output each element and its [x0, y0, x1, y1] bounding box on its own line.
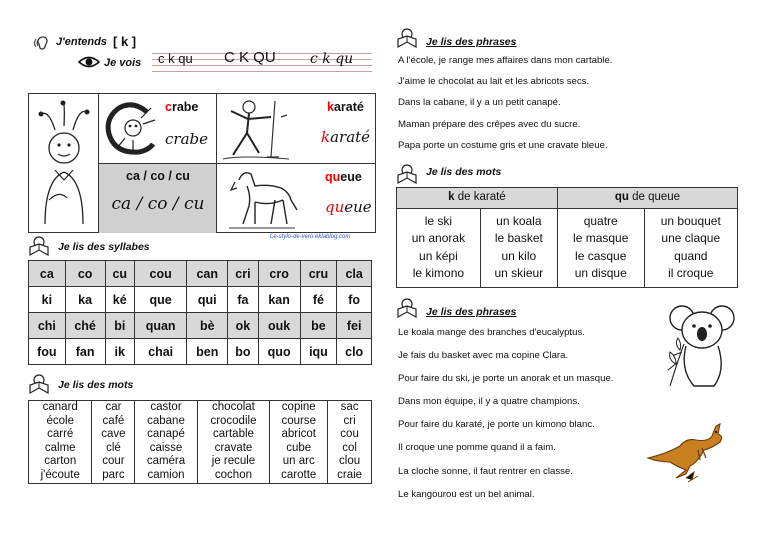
- word-column: [135, 401, 197, 484]
- reader-icon-5: [396, 298, 418, 318]
- eye-icon: [78, 55, 100, 69]
- letters-cursive: c k qu: [310, 51, 354, 67]
- word-item: abricot: [281, 428, 316, 441]
- k-header: k de karaté: [397, 188, 558, 209]
- kqu-word: un képi: [419, 248, 458, 263]
- word-item: cube: [286, 441, 312, 454]
- word-item: école: [46, 414, 74, 427]
- letters-caps: C K QU: [224, 49, 276, 66]
- karate-cursive: karaté: [321, 128, 371, 146]
- words-title: Je lis des mots: [58, 379, 134, 391]
- word-item: chocolat: [212, 401, 255, 413]
- syllable-cell: cou: [134, 261, 186, 287]
- source-url: Le-stylo-de-vero.eklablog.com: [270, 234, 351, 240]
- word-item: cochon: [214, 468, 252, 481]
- syllable-cell: ki: [29, 287, 66, 313]
- word-item: crocodile: [210, 414, 257, 427]
- word-item: caméra: [146, 455, 186, 468]
- word-item: cou: [340, 428, 359, 441]
- word-item: je recule: [211, 455, 256, 468]
- syllables-table: [28, 260, 372, 365]
- syllable-cell: fou: [29, 339, 66, 365]
- queue-print: queue: [325, 170, 362, 184]
- syllable-row: [29, 339, 372, 365]
- syllable-row: [29, 313, 372, 339]
- syllable-cell: ca: [29, 261, 66, 287]
- syllable-cell: qui: [187, 287, 228, 313]
- syllable-cell: cru: [300, 261, 337, 287]
- syllable-cell: bo: [228, 339, 258, 365]
- word-item: calme: [44, 441, 76, 454]
- phrases1-title: Je lis des phrases: [426, 36, 517, 48]
- sentence: Le koala mange des branches d'eucalyptus.: [398, 327, 585, 338]
- kqu-word: le ski: [424, 213, 453, 228]
- syllable-cell: quan: [134, 313, 186, 339]
- word-item: j'écoute: [40, 468, 80, 481]
- word-item: un arc: [282, 455, 315, 468]
- kqu-column: [557, 208, 644, 287]
- k-qu-table: [396, 187, 738, 288]
- word-column: [270, 401, 328, 484]
- syllable-cell: fo: [337, 287, 372, 313]
- word-item: clé: [106, 441, 121, 454]
- kqu-word: le masque: [573, 231, 629, 246]
- syllable-cell: ben: [187, 339, 228, 365]
- phrases2-list: [398, 327, 613, 512]
- kqu-word: une claque: [661, 231, 721, 246]
- word-item: cave: [101, 428, 126, 441]
- word-item: carré: [47, 428, 74, 441]
- reader-icon-4: [396, 164, 418, 184]
- syllable-cell: cri: [228, 261, 258, 287]
- word-item: carton: [44, 455, 77, 468]
- kqu-word: le casque: [575, 248, 627, 263]
- syllable-cell: iqu: [300, 339, 337, 365]
- reader-icon-2: [28, 374, 50, 394]
- sentence: La cloche sonne, il faut rentrer en classe.: [398, 465, 573, 477]
- reader-icon-3: [396, 28, 418, 48]
- syllable-cell: ouk: [258, 313, 300, 339]
- syllable-cell: chi: [29, 313, 66, 339]
- mots-title: Je lis des mots: [426, 166, 502, 178]
- kqu-word: un anorak: [411, 231, 466, 246]
- syllable-cell: chai: [134, 339, 186, 365]
- syllable-cell: fa: [228, 287, 258, 313]
- sentence: Pour faire du ski, je porte un anorak et un masque.: [398, 373, 614, 385]
- word-item: cour: [102, 455, 125, 468]
- kqu-word: un bouquet: [660, 213, 721, 228]
- crabe-print: crabe: [165, 100, 199, 114]
- syllable-cell: be: [300, 313, 337, 339]
- word-item: col: [342, 441, 357, 454]
- word-item: copine: [281, 401, 316, 413]
- kangaroo-illustration: [646, 418, 726, 484]
- karate-cell: [217, 94, 376, 164]
- vois-label: Je vois: [104, 57, 142, 69]
- crab-c-illustration: [103, 100, 159, 158]
- syllable-cell: can: [187, 261, 228, 287]
- phrases1-list: [398, 55, 612, 161]
- entends-label: J'entends: [56, 36, 107, 48]
- syllable-cell: cla: [337, 261, 372, 287]
- picture-table: [28, 93, 376, 233]
- queue-cursive: queue: [325, 198, 372, 216]
- sentence: Maman prépare des crêpes avec du sucre.: [398, 118, 581, 130]
- jester-cell: [29, 94, 99, 233]
- syllable-cell: que: [134, 287, 186, 313]
- letters-lines: [152, 48, 372, 74]
- ca-co-cu-cell: [99, 164, 217, 233]
- word-column: [92, 401, 135, 484]
- kqu-word: il croque: [668, 266, 714, 281]
- kqu-word: quand: [674, 248, 708, 263]
- kqu-column: [397, 208, 481, 287]
- word-item: course: [281, 414, 316, 427]
- syllable-cell: kan: [258, 287, 300, 313]
- kqu-word: un skieur: [494, 266, 544, 281]
- ca-co-cu-print: ca / co / cu: [126, 169, 190, 183]
- syllable-cell: ka: [65, 287, 105, 313]
- word-item: café: [102, 414, 125, 427]
- kqu-column: [644, 208, 737, 287]
- kqu-word: un disque: [574, 266, 627, 281]
- crabe-cell: [99, 94, 217, 164]
- syllable-cell: fei: [337, 313, 372, 339]
- crabe-cursive: crabe: [165, 130, 208, 148]
- koala-illustration: [664, 300, 738, 390]
- kqu-word: un koala: [496, 213, 542, 228]
- word-item: cri: [343, 414, 356, 427]
- sentence: Dans mon équipe, il y a quatre champions.: [398, 396, 580, 408]
- syllables-title: Je lis des syllabes: [58, 241, 150, 253]
- syllable-cell: fé: [300, 287, 337, 313]
- word-item: canapé: [147, 428, 185, 441]
- syllable-cell: ok: [228, 313, 258, 339]
- syllable-cell: ché: [65, 313, 105, 339]
- syllable-cell: cro: [258, 261, 300, 287]
- sentence: J'aime le chocolat au lait et les abricots secs.: [398, 76, 590, 88]
- sentence: Dans la cabane, il y a un petit canapé.: [398, 97, 561, 109]
- word-column: [197, 401, 270, 484]
- word-column: [29, 401, 92, 484]
- word-column: [328, 401, 372, 484]
- kqu-word: le basket: [494, 231, 543, 246]
- jester-illustration: [35, 100, 93, 228]
- syllable-cell: ké: [105, 287, 134, 313]
- word-item: cravate: [214, 441, 253, 454]
- karate-print: karaté: [327, 100, 364, 114]
- sentence: Papa porte un costume gris et une cravate bleue.: [398, 139, 608, 151]
- horse-illustration: [225, 166, 299, 230]
- word-item: craie: [337, 468, 363, 481]
- syllable-cell: bè: [187, 313, 228, 339]
- reader-icon: [28, 236, 50, 256]
- kqu-word: le kimono: [412, 266, 465, 281]
- phrases2-title: Je lis des phrases: [426, 306, 517, 318]
- ear-icon: [32, 34, 52, 52]
- word-item: parc: [102, 468, 125, 481]
- sound-label: [ k ]: [113, 34, 137, 49]
- words-table: [28, 400, 372, 484]
- syllable-row: [29, 261, 372, 287]
- queue-cell: [217, 164, 376, 233]
- karateka-illustration: [221, 97, 291, 161]
- syllable-cell: ik: [105, 339, 134, 365]
- kqu-column: [480, 208, 557, 287]
- sentence: Il croque une pomme quand il a faim.: [398, 442, 556, 454]
- syllable-cell: clo: [337, 339, 372, 365]
- word-item: cartable: [213, 428, 254, 441]
- syllable-cell: bi: [105, 313, 134, 339]
- sentence: Pour faire du karaté, je porte un kimono blanc.: [398, 419, 595, 431]
- syllable-cell: co: [65, 261, 105, 287]
- word-item: car: [105, 401, 122, 413]
- word-item: cabane: [147, 414, 185, 427]
- word-item: canard: [42, 401, 78, 413]
- syllable-row: [29, 287, 372, 313]
- syllable-cell: quo: [258, 339, 300, 365]
- kqu-word: un kilo: [501, 248, 537, 263]
- kqu-word: quatre: [583, 213, 618, 228]
- word-item: carotte: [281, 468, 317, 481]
- ca-co-cu-cursive: ca / co / cu: [111, 194, 205, 214]
- word-item: caisse: [149, 441, 183, 454]
- word-item: camion: [147, 468, 185, 481]
- letters-print: c k qu: [158, 51, 193, 66]
- sentence: A l'école, je range mes affaires dans mon cartable.: [398, 55, 613, 66]
- sentence: Le kangourou est un bel animal.: [398, 488, 535, 500]
- word-item: castor: [150, 401, 182, 413]
- word-item: clou: [339, 455, 361, 468]
- qu-header: qu de queue: [557, 188, 737, 209]
- syllable-cell: cu: [105, 261, 134, 287]
- syllable-cell: fan: [65, 339, 105, 365]
- sentence: Je fais du basket avec ma copine Clara.: [398, 350, 569, 362]
- word-item: sac: [340, 401, 359, 413]
